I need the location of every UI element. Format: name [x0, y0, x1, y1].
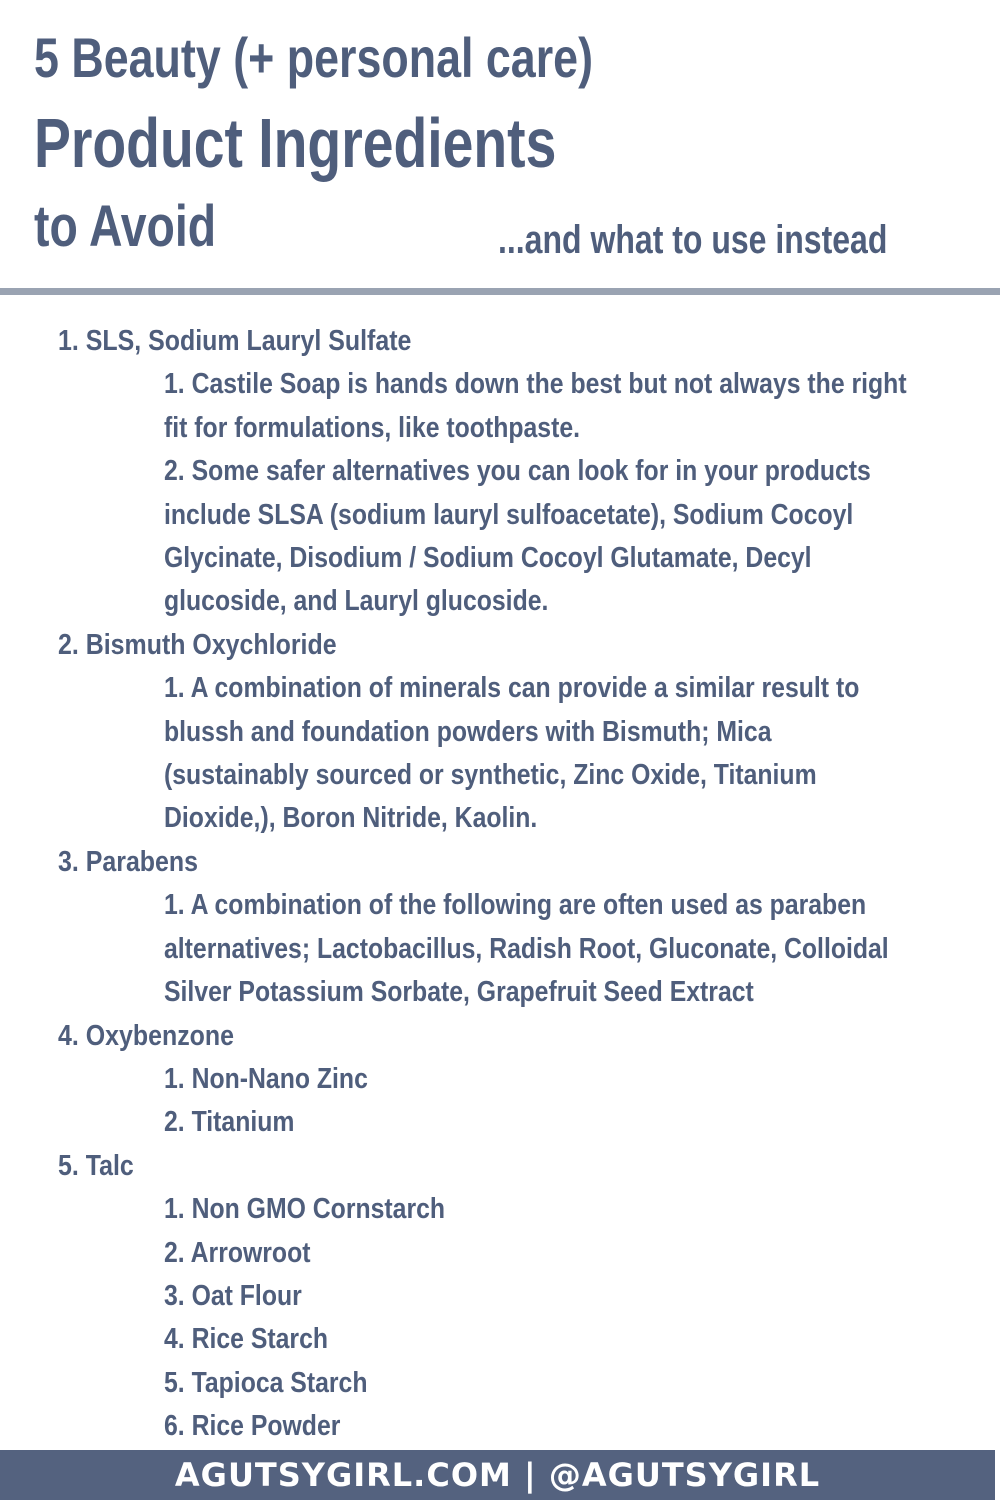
- ingredient-title: 2. Bismuth Oxychloride: [58, 628, 337, 661]
- title-line-1: 5 Beauty (+ personal care): [34, 26, 593, 89]
- header-divider: [0, 288, 1000, 295]
- title-line-3: to Avoid: [34, 194, 217, 259]
- alternative-entry: [164, 1275, 938, 1318]
- list-item: [0, 841, 1000, 1015]
- alternative-text: 1. A combination of minerals can provide a similar result to: [164, 672, 860, 705]
- header: [0, 0, 1000, 288]
- alternative-entry: [164, 884, 938, 1014]
- alternative-text: Dioxide,), Boron Nitride, Kaolin.: [164, 802, 538, 835]
- list-item: [0, 1015, 1000, 1145]
- alternative-text: 5. Tapioca Starch: [164, 1366, 368, 1399]
- alternative-entry: [164, 1101, 938, 1144]
- alternative-entry: [164, 1058, 938, 1101]
- alternative-entry: [164, 1188, 938, 1231]
- title-line-2: Product Ingredients: [34, 104, 557, 182]
- alternative-entry: [164, 1232, 938, 1275]
- alternative-entry: [164, 1405, 938, 1448]
- footer-text: AGUTSYGIRL.COM | @AGUTSYGIRL: [174, 1456, 821, 1494]
- alternative-entry: [164, 1318, 938, 1361]
- alternative-text: alternatives; Lactobacillus, Radish Root, Gluconate, Colloidal: [164, 932, 889, 965]
- alternative-text: 3. Oat Flour: [164, 1279, 302, 1312]
- alternative-text: 1. Non-Nano Zinc: [164, 1062, 368, 1095]
- tagline: ...and what to use instead: [498, 218, 888, 262]
- alternative-text: 2. Titanium: [164, 1106, 295, 1139]
- alternative-entry: [164, 450, 938, 624]
- alternative-text: Glycinate, Disodium / Sodium Cocoyl Glutamate, Decyl: [164, 542, 812, 575]
- alternative-text: (sustainably sourced or synthetic, Zinc Oxide, Titanium: [164, 759, 817, 792]
- alternative-entry: [164, 363, 938, 450]
- ingredient-list: [0, 320, 1000, 1449]
- alternative-text: 2. Arrowroot: [164, 1236, 311, 1269]
- footer-banner: [0, 1450, 995, 1500]
- list-item: [0, 1145, 1000, 1449]
- alternative-entry: [164, 1362, 938, 1405]
- list-item: [0, 320, 1000, 624]
- ingredient-title: 3. Parabens: [58, 845, 199, 878]
- alternative-text: Silver Potassium Sorbate, Grapefruit Seed Extract: [164, 976, 754, 1009]
- alternative-text: 1. A combination of the following are often used as paraben: [164, 889, 867, 922]
- alternative-text: fit for formulations, like toothpaste.: [164, 411, 581, 444]
- list-item: [0, 624, 1000, 841]
- alternative-text: 6. Rice Powder: [164, 1410, 341, 1443]
- alternative-text: 2. Some safer alternatives you can look for in your products: [164, 455, 871, 488]
- ingredient-title: 5. Talc: [58, 1149, 134, 1182]
- alternative-entry: [164, 667, 938, 841]
- alternative-text: 1. Castile Soap is hands down the best but not always the right: [164, 368, 907, 401]
- alternative-text: glucoside, and Lauryl glucoside.: [164, 585, 549, 618]
- ingredient-title: 1. SLS, Sodium Lauryl Sulfate: [58, 325, 412, 357]
- alternative-text: blussh and foundation powders with Bismuth; Mica: [164, 715, 772, 748]
- alternative-text: include SLSA (sodium lauryl sulfoacetate), Sodium Cocoyl: [164, 498, 854, 531]
- ingredient-title: 4. Oxybenzone: [58, 1019, 235, 1052]
- alternative-text: 1. Non GMO Cornstarch: [164, 1193, 446, 1226]
- alternative-text: 4. Rice Starch: [164, 1323, 329, 1356]
